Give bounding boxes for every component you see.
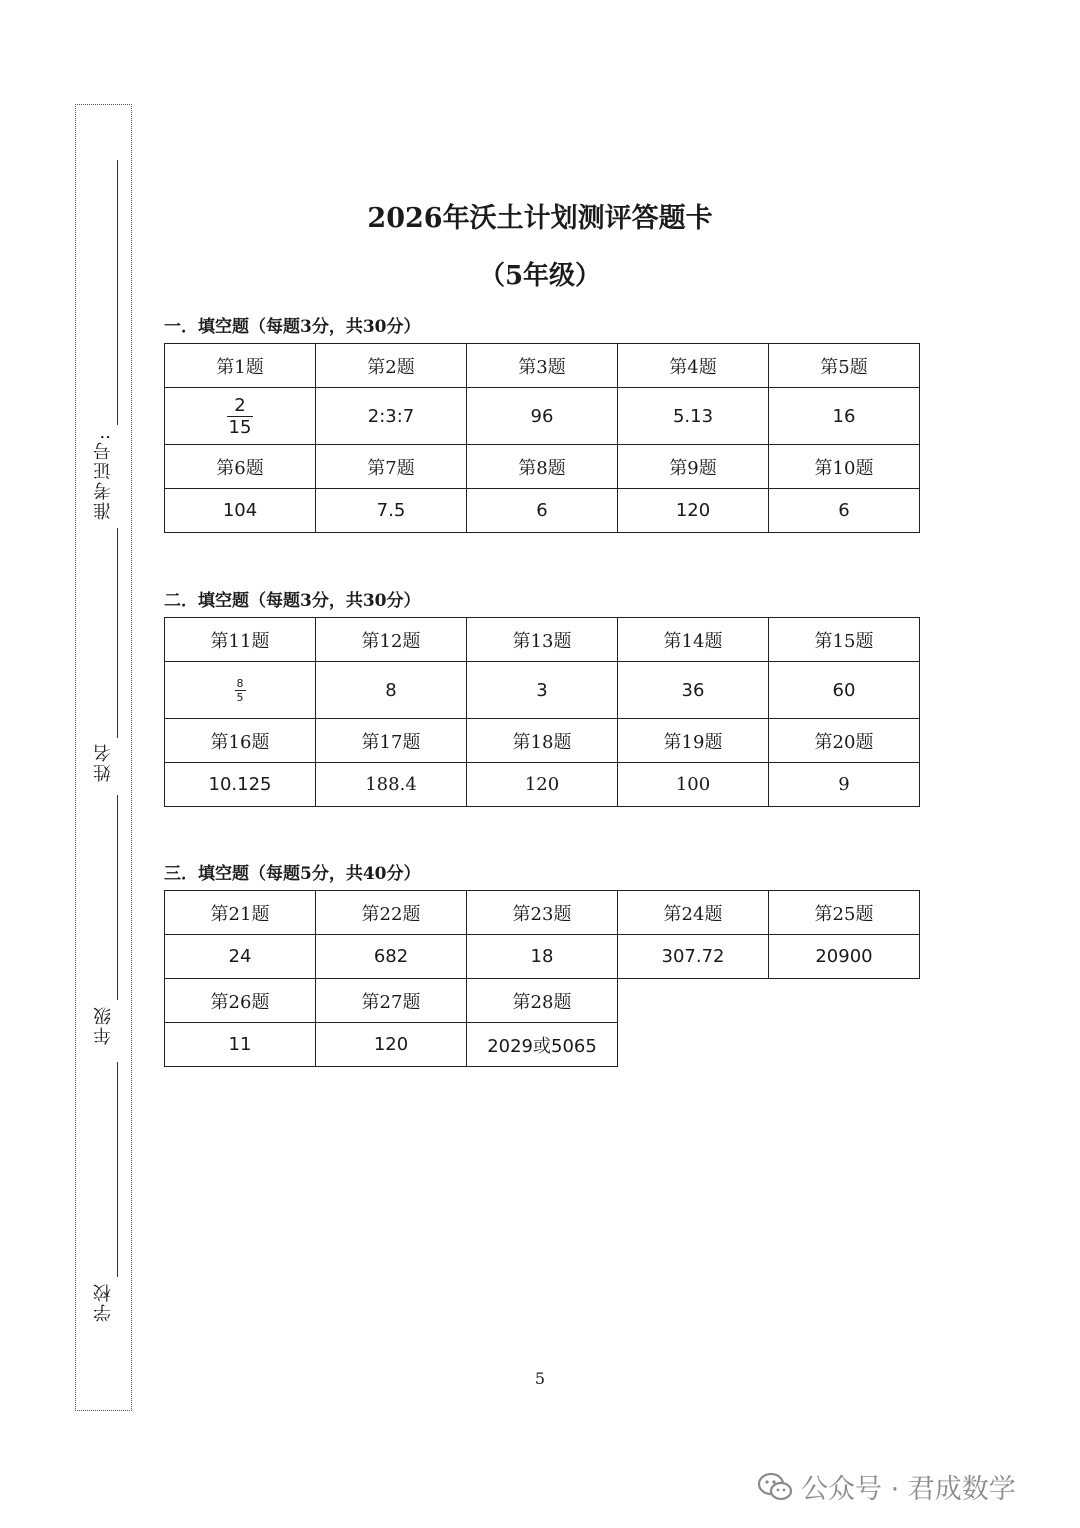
answer-cell: 2029或5065 bbox=[467, 1023, 618, 1067]
question-label: 第23题 bbox=[467, 891, 618, 935]
question-label: 第2题 bbox=[316, 344, 467, 388]
question-label: 第25题 bbox=[769, 891, 920, 935]
table-row bbox=[165, 445, 920, 489]
question-label: 第24题 bbox=[618, 891, 769, 935]
question-label: 第5题 bbox=[769, 344, 920, 388]
question-label: 第4题 bbox=[618, 344, 769, 388]
question-label: 第22题 bbox=[316, 891, 467, 935]
answer-cell: 96 bbox=[467, 388, 618, 445]
watermark bbox=[757, 1467, 1016, 1506]
answer-cell: 3 bbox=[467, 662, 618, 719]
answer-cell: 5.13 bbox=[618, 388, 769, 445]
school-line bbox=[117, 1062, 118, 1277]
school-label: 学校 bbox=[93, 1282, 114, 1322]
answer-cell: 16 bbox=[769, 388, 920, 445]
answer-cell: 104 bbox=[165, 489, 316, 533]
answer-cell: 120 bbox=[316, 1023, 467, 1067]
answer-cell: 6 bbox=[769, 489, 920, 533]
table-row bbox=[165, 1023, 920, 1067]
question-label: 第14题 bbox=[618, 618, 769, 662]
table-row bbox=[165, 719, 920, 763]
question-label: 第11题 bbox=[165, 618, 316, 662]
fraction-answer-q1 bbox=[227, 395, 254, 438]
table-row bbox=[165, 388, 920, 445]
question-label: 第15题 bbox=[769, 618, 920, 662]
answer-cell: 20900 bbox=[769, 935, 920, 979]
table-row bbox=[165, 662, 920, 719]
question-label: 第3题 bbox=[467, 344, 618, 388]
section-1-heading: 一．填空题（每题3分，共30分） bbox=[164, 317, 421, 337]
fraction-denominator: 15 bbox=[228, 416, 252, 438]
table-row bbox=[165, 935, 920, 979]
answer-cell: 36 bbox=[618, 662, 769, 719]
section-2-heading: 二．填空题（每题3分，共30分） bbox=[164, 591, 421, 611]
answer-cell: 10.125 bbox=[165, 763, 316, 807]
watermark-text: 公众号 · 君成数学 bbox=[801, 1474, 1016, 1505]
page-number: 5 bbox=[534, 1369, 546, 1388]
question-label: 第21题 bbox=[165, 891, 316, 935]
table-row bbox=[165, 891, 920, 935]
question-label: 第17题 bbox=[316, 719, 467, 763]
question-label: 第9题 bbox=[618, 445, 769, 489]
answer-cell: 6 bbox=[467, 489, 618, 533]
answer-cell bbox=[165, 388, 316, 445]
fraction-answer-q11 bbox=[235, 677, 246, 704]
section-3-heading: 三．填空题（每题5分，共40分） bbox=[164, 864, 421, 884]
answer-cell: 100 bbox=[618, 763, 769, 807]
answer-cell: 120 bbox=[618, 489, 769, 533]
page-subtitle: （5年级） bbox=[478, 261, 602, 291]
answer-cell bbox=[165, 662, 316, 719]
question-label: 第19题 bbox=[618, 719, 769, 763]
answer-cell: 9 bbox=[769, 763, 920, 807]
question-label: 第13题 bbox=[467, 618, 618, 662]
wechat-icon bbox=[757, 1472, 793, 1502]
table-row bbox=[165, 618, 920, 662]
name-line bbox=[117, 528, 118, 738]
exam-number-label: 准考证号: bbox=[93, 432, 114, 521]
answer-cell: 188.4 bbox=[316, 763, 467, 807]
answer-cell: 2:3:7 bbox=[316, 388, 467, 445]
answer-cell: 18 bbox=[467, 935, 618, 979]
empty-cell bbox=[618, 979, 769, 1023]
answer-cell: 120 bbox=[467, 763, 618, 807]
question-label: 第1题 bbox=[165, 344, 316, 388]
table-row bbox=[165, 979, 920, 1023]
fraction-denominator: 5 bbox=[236, 690, 244, 704]
grade-label: 年级 bbox=[93, 1005, 114, 1045]
question-label: 第20题 bbox=[769, 719, 920, 763]
empty-cell bbox=[618, 1023, 769, 1067]
question-label: 第18题 bbox=[467, 719, 618, 763]
answer-table-2 bbox=[164, 617, 920, 807]
page-title: 2026年沃土计划测评答题卡 bbox=[367, 203, 713, 234]
answer-table-3 bbox=[164, 890, 920, 1067]
table-row bbox=[165, 344, 920, 388]
question-label: 第16题 bbox=[165, 719, 316, 763]
empty-cell bbox=[769, 979, 920, 1023]
answer-cell: 60 bbox=[769, 662, 920, 719]
question-label: 第28题 bbox=[467, 979, 618, 1023]
question-label: 第8题 bbox=[467, 445, 618, 489]
question-label: 第6题 bbox=[165, 445, 316, 489]
answer-cell: 682 bbox=[316, 935, 467, 979]
table-row bbox=[165, 763, 920, 807]
question-label: 第7题 bbox=[316, 445, 467, 489]
grade-line bbox=[117, 795, 118, 1000]
answer-table-1 bbox=[164, 343, 920, 533]
table-row bbox=[165, 489, 920, 533]
question-label: 第10题 bbox=[769, 445, 920, 489]
name-label: 姓名 bbox=[93, 742, 114, 782]
question-label: 第27题 bbox=[316, 979, 467, 1023]
fraction-numerator: 2 bbox=[234, 394, 246, 416]
empty-cell bbox=[769, 1023, 920, 1067]
answer-cell: 307.72 bbox=[618, 935, 769, 979]
answer-cell: 11 bbox=[165, 1023, 316, 1067]
question-label: 第12题 bbox=[316, 618, 467, 662]
answer-cell: 7.5 bbox=[316, 489, 467, 533]
question-label: 第26题 bbox=[165, 979, 316, 1023]
answer-cell: 24 bbox=[165, 935, 316, 979]
answer-cell: 8 bbox=[316, 662, 467, 719]
fraction-numerator: 8 bbox=[236, 676, 244, 690]
